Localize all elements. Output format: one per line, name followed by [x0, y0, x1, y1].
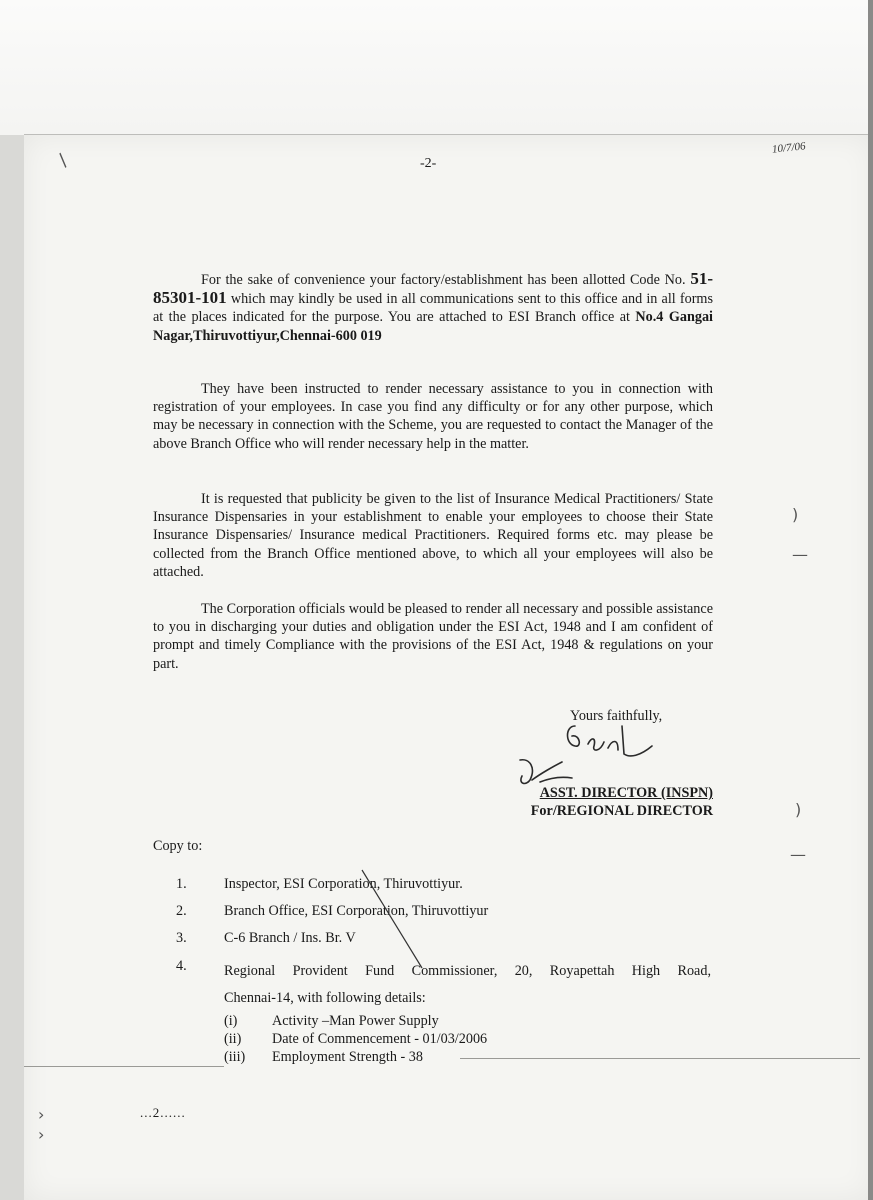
copy-item-number: 1.	[176, 876, 187, 892]
signatory-on-behalf: For/REGIONAL DIRECTOR	[530, 803, 713, 819]
copy-item-text: Branch Office, ESI Corporation, Thiruvottiyur	[224, 903, 489, 919]
detail-text: Date of Commencement - 01/03/2006	[272, 1031, 488, 1047]
continuation-mark: ...2......	[140, 1105, 186, 1120]
scan-mark: ›	[38, 1105, 45, 1124]
copy-item-number: 4.	[176, 958, 187, 974]
detail-numeral: (ii)	[224, 1031, 242, 1047]
paragraph-compliance	[153, 600, 713, 673]
copy-item-text: Inspector, ESI Corporation, Thiruvottiyur.	[224, 876, 463, 892]
detail-numeral: (i)	[224, 1013, 238, 1029]
copy-to-heading: Copy to:	[153, 838, 203, 854]
handwritten-date-note: 10/7/06	[771, 140, 807, 156]
copy-item-text-line1: Regional Provident Fund Commissioner, 20, Royapettah High Road,	[224, 963, 711, 979]
p4-text: The Corporation officials would be pleased to render all necessary and possible assistance to you in discharging your duties and obligation under the ESI Act, 1948 and I am confident of prompt and timely Compliance with the provisions of the ESI Act, 1948 & regulations on your part.	[153, 601, 713, 672]
scanner-edge	[868, 0, 873, 1200]
fold-line	[460, 1058, 860, 1059]
employer-code: 51-85301-101	[153, 269, 713, 308]
paragraph-assistance	[153, 380, 713, 453]
copy-item-number: 3.	[176, 930, 187, 946]
copy-item-text	[224, 958, 711, 1012]
copy-item-number: 2.	[176, 903, 187, 919]
scan-mark: /	[53, 150, 73, 171]
pen-stroke-mark	[360, 868, 430, 978]
page-top-edge	[24, 134, 873, 135]
scan-mark: —	[792, 545, 808, 564]
p3-text: It is requested that publicity be given to the list of Insurance Medical Practitioners/ State Insurance Dispensaries in your establishment to enable your employees to choose their State Insurance Dispensaries/ Insurance medical Practitioners. Required forms etc. may please be collected from the Branch Office mentioned above, to which all your employees will also be attached.	[153, 491, 713, 580]
detail-text: Employment Strength - 38	[272, 1049, 423, 1065]
fold-line	[24, 1066, 224, 1067]
page-number: -2-	[420, 156, 437, 171]
copy-item-text: C-6 Branch / Ins. Br. V	[224, 930, 356, 946]
signatory-block	[505, 784, 713, 820]
branch-address: No.4 Gangai Nagar,Thiruvottiyur,Chennai-600 019	[153, 309, 713, 344]
closing-salutation: Yours faithfully,	[570, 708, 663, 724]
p1-mid-text: which may kindly be used in all communications sent to this office and in all forms at the places indicated for the purpose. You are attached to ESI Branch office at	[153, 291, 713, 326]
paragraph-publicity	[153, 490, 713, 581]
scan-mark: —	[790, 845, 806, 864]
scan-mark: )	[792, 505, 799, 524]
p1-start-text: For the sake of convenience your factory/establishment has been allotted Code No.	[201, 272, 691, 288]
detail-text: Activity –Man Power Supply	[272, 1013, 439, 1029]
p2-text: They have been instructed to render necessary assistance to you in connection with registration of your employees. In case you find any difficulty or for any other purpose, which may be necessary in connection with the Scheme, you are requested to contact the Manager of the above Branch Office who will render necessary help in the matter.	[153, 381, 713, 452]
signatory-designation: ASST. DIRECTOR (INSPN)	[539, 785, 713, 801]
scan-background-top	[0, 0, 873, 135]
scan-mark: )	[795, 800, 802, 819]
detail-numeral: (iii)	[224, 1049, 246, 1065]
paragraph-code-allotment	[153, 270, 713, 345]
copy-item-text-line2: Chennai-14, with following details:	[224, 990, 426, 1006]
scan-mark: ›	[38, 1125, 45, 1144]
